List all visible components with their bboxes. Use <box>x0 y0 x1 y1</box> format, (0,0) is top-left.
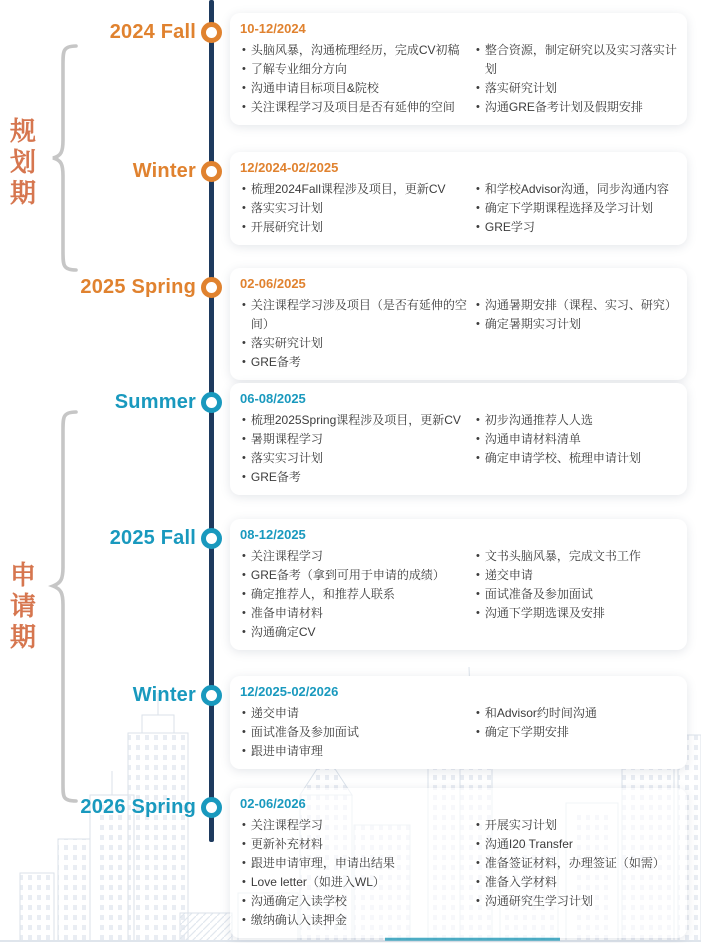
task-list-left <box>240 704 474 761</box>
task-item: • 沟通确定CV <box>240 623 474 642</box>
task-item: • 准备签证材料，办理签证（如需） <box>474 854 677 873</box>
timeline-node-icon <box>201 161 222 182</box>
timeline-node-icon <box>201 392 222 413</box>
date-range: 06-08/2025 <box>240 391 306 406</box>
period-label: 2026 Spring <box>80 796 196 818</box>
timeline-node-icon <box>201 277 222 298</box>
date-range: 12/2025-02/2026 <box>240 684 339 699</box>
phase-label-planning: 规划期 <box>9 116 36 208</box>
task-item: • 整合资源，制定研究以及实习落实计划 <box>474 41 677 79</box>
period-card <box>230 788 687 938</box>
task-list-left <box>240 296 474 372</box>
period-label: 2025 Spring <box>80 276 196 298</box>
task-list-right <box>474 296 677 334</box>
task-item: • 沟通暑期安排（课程、实习、研究） <box>474 296 677 315</box>
task-list-right <box>474 180 677 237</box>
task-item: • 确定下学期安排 <box>474 723 677 742</box>
task-item: • 确定推荐人，和推荐人联系 <box>240 585 474 604</box>
task-item: • 梳理2025Spring课程涉及项目，更新CV <box>240 411 474 430</box>
task-item: • 和Advisor约时间沟通 <box>474 704 677 723</box>
timeline-node-icon <box>201 685 222 706</box>
task-item: • 开展研究计划 <box>240 218 474 237</box>
task-list-right <box>474 411 677 468</box>
task-list-left <box>240 411 474 487</box>
task-item: • 准备申请材料 <box>240 604 474 623</box>
task-item: • 跟进申请审理 <box>240 742 474 761</box>
timeline-node-icon <box>201 528 222 549</box>
period-card <box>230 152 687 245</box>
task-item: • GRE学习 <box>474 218 677 237</box>
task-item: • GRE备考 <box>240 468 474 487</box>
task-item: • 落实实习计划 <box>240 449 474 468</box>
task-item: • 沟通下学期选课及安排 <box>474 604 677 623</box>
task-item: • 关注课程学习 <box>240 816 474 835</box>
date-range: 02-06/2025 <box>240 276 306 291</box>
task-item: • 沟通GRE备考计划及假期安排 <box>474 98 677 117</box>
planning-phase-brace <box>48 40 84 276</box>
timeline-node-icon <box>201 797 222 818</box>
task-item: • 头脑风暴，沟通梳理经历，完成CV初稿 <box>240 41 474 60</box>
task-item: • 暑期课程学习 <box>240 430 474 449</box>
task-item: • 确定下学期课程选择及学习计划 <box>474 199 677 218</box>
task-item: • 关注课程学习 <box>240 547 474 566</box>
task-list-left <box>240 547 474 642</box>
period-label: Winter <box>132 684 196 706</box>
date-range: 08-12/2025 <box>240 527 306 542</box>
task-item: • 关注课程学习及项目是否有延伸的空间 <box>240 98 474 117</box>
task-item: • 开展实习计划 <box>474 816 677 835</box>
task-list-right <box>474 41 677 117</box>
task-item: • 确定申请学校、梳理申请计划 <box>474 449 677 468</box>
task-item: • 沟通研究生学习计划 <box>474 892 677 911</box>
task-item: • Love letter（如进入WL） <box>240 873 474 892</box>
task-list-left <box>240 180 474 237</box>
task-item: • 初步沟通推荐人人选 <box>474 411 677 430</box>
date-range: 02-06/2026 <box>240 796 306 811</box>
task-item: • 准备入学材料 <box>474 873 677 892</box>
task-item: • 面试准备及参加面试 <box>240 723 474 742</box>
task-list-right <box>474 547 677 623</box>
task-item: • 沟通申请材料清单 <box>474 430 677 449</box>
task-item: • 沟通申请目标项目&院校 <box>240 79 474 98</box>
period-label: 2025 Fall <box>109 527 196 549</box>
period-card <box>230 676 687 769</box>
period-card <box>230 268 687 380</box>
task-item: • 沟通I20 Transfer <box>474 835 677 854</box>
period-label: Summer <box>114 391 196 413</box>
task-item: • 递交申请 <box>240 704 474 723</box>
timeline-node-icon <box>201 22 222 43</box>
task-item: • 和学校Advisor沟通，同步沟通内容 <box>474 180 677 199</box>
task-item: • GRE备考（拿到可用于申请的成绩） <box>240 566 474 585</box>
task-item: • 了解专业细分方向 <box>240 60 474 79</box>
period-card <box>230 519 687 650</box>
phase-label-application: 申请期 <box>9 560 36 652</box>
task-list-right <box>474 704 677 742</box>
task-item: • 梳理2024Fall课程涉及项目，更新CV <box>240 180 474 199</box>
task-item: • 沟通确定入读学校 <box>240 892 474 911</box>
task-item: • 面试准备及参加面试 <box>474 585 677 604</box>
timeline-line <box>209 0 214 842</box>
task-item: • 关注课程学习涉及项目（是否有延伸的空间） <box>240 296 474 334</box>
period-label: Winter <box>132 160 196 182</box>
task-item: • 落实研究计划 <box>474 79 677 98</box>
task-item: • 递交申请 <box>474 566 677 585</box>
task-item: • GRE备考 <box>240 353 474 372</box>
period-card <box>230 13 687 125</box>
task-list-right <box>474 816 677 911</box>
task-item: • 更新补充材料 <box>240 835 474 854</box>
task-item: • 缴纳确认入读押金 <box>240 911 474 930</box>
task-list-left <box>240 41 474 117</box>
period-label: 2024 Fall <box>109 21 196 43</box>
task-item: • 落实实习计划 <box>240 199 474 218</box>
period-card <box>230 383 687 495</box>
date-range: 10-12/2024 <box>240 21 306 36</box>
application-phase-brace <box>48 405 84 807</box>
task-item: • 文书头脑风暴，完成文书工作 <box>474 547 677 566</box>
date-range: 12/2024-02/2025 <box>240 160 339 175</box>
task-item: • 确定暑期实习计划 <box>474 315 677 334</box>
task-item: • 落实研究计划 <box>240 334 474 353</box>
task-item: • 跟进申请审理，申请出结果 <box>240 854 474 873</box>
task-list-left <box>240 816 474 930</box>
